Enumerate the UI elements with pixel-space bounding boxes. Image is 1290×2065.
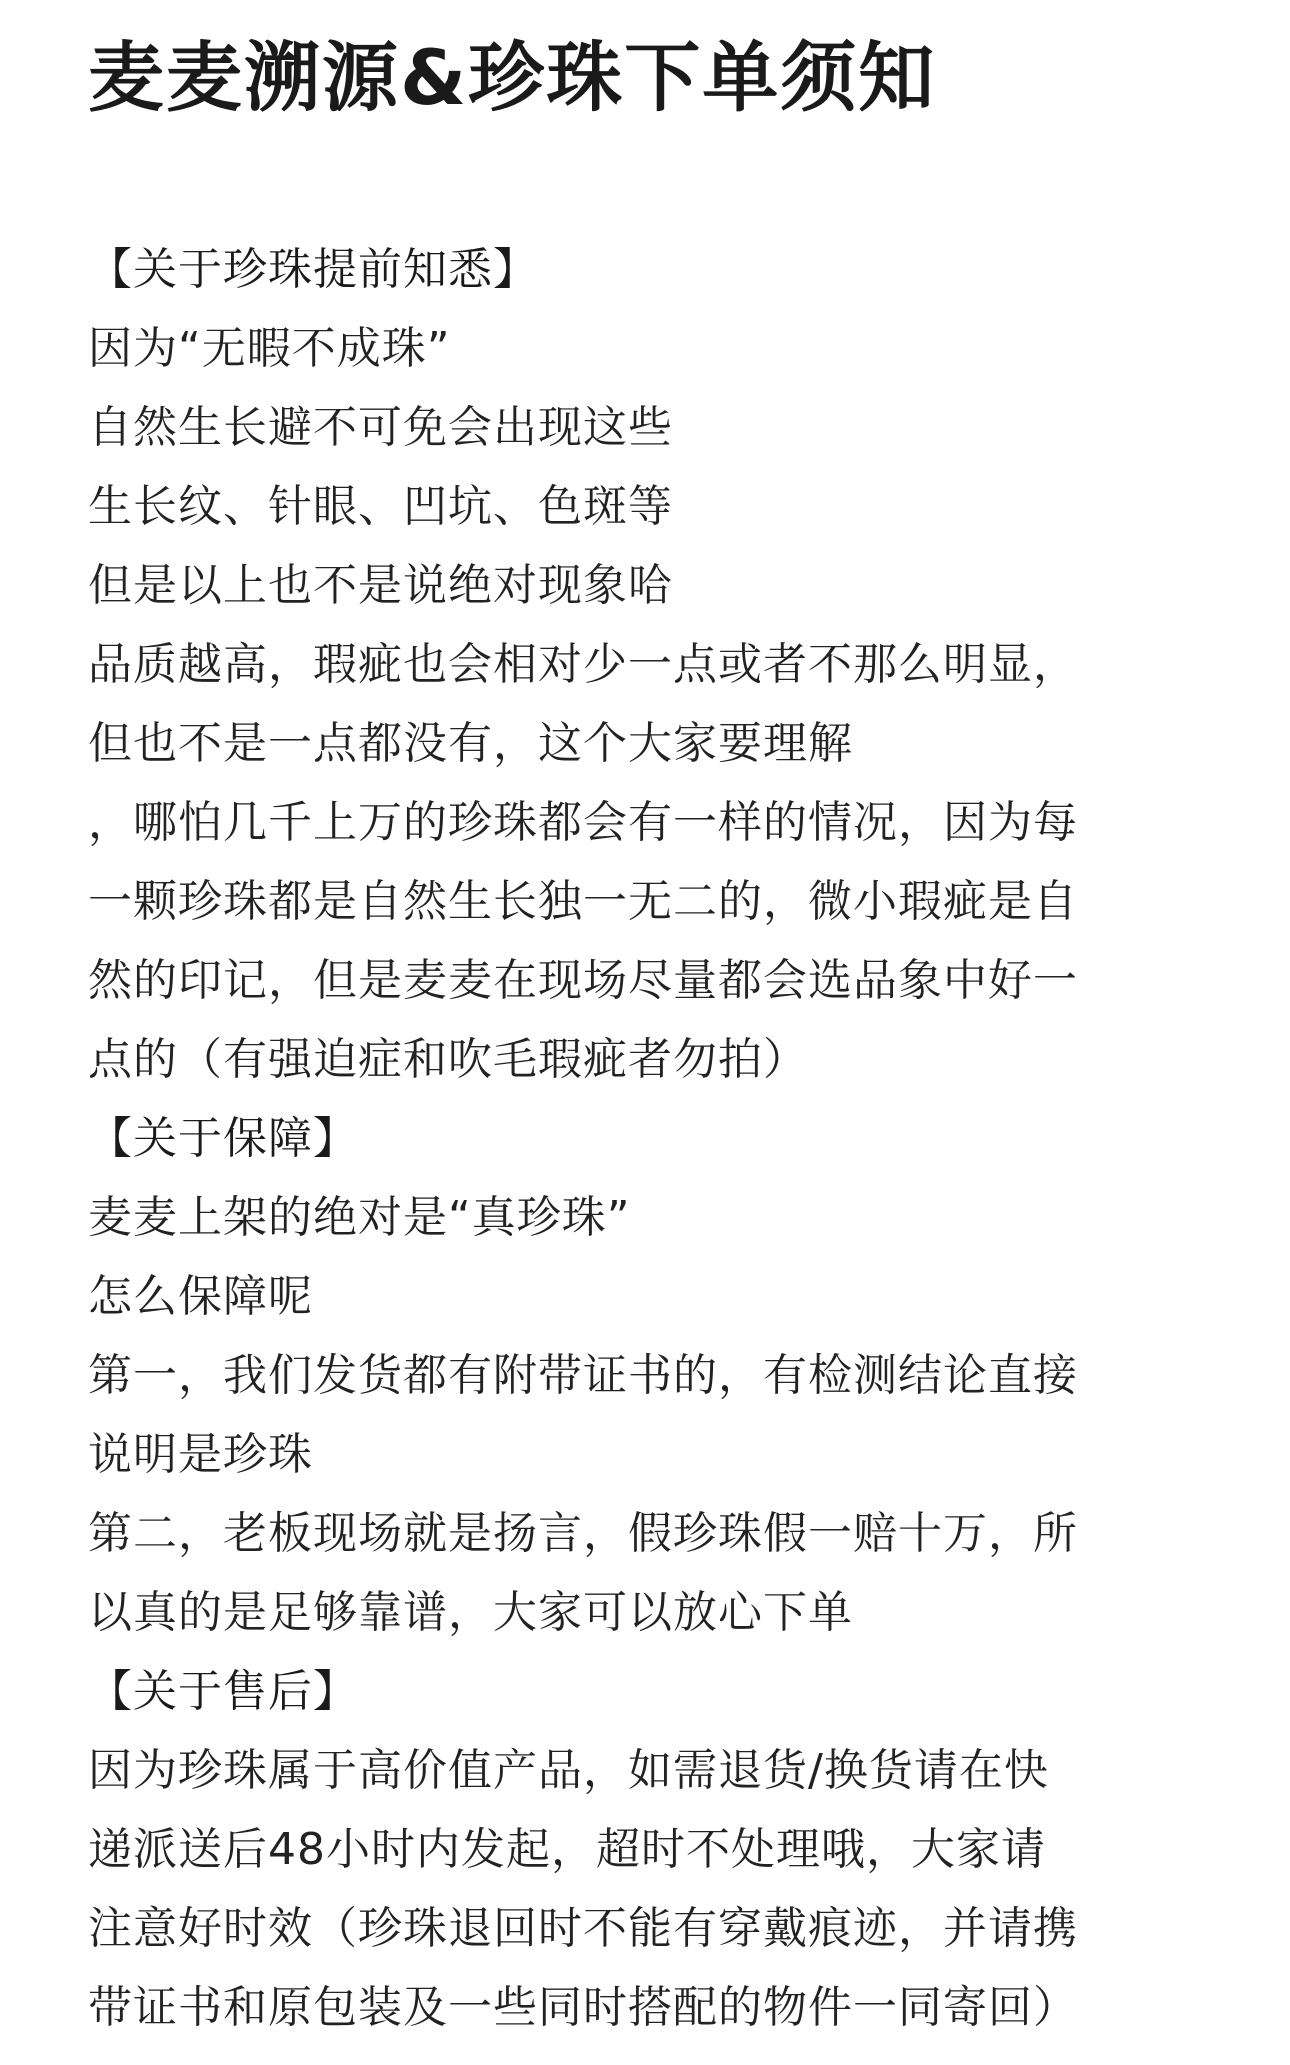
section-heading-guarantee: 【关于保障】	[88, 1113, 358, 1164]
text-line: ，哪怕几千上万的珍珠都会有一样的情况，因为每	[88, 797, 1078, 848]
text-line: 但也不是一点都没有，这个大家要理解	[88, 718, 853, 769]
section-heading-pearl-notice: 【关于珍珠提前知悉】	[88, 244, 538, 295]
text-line: 带证书和原包装及一些同时搭配的物件一同寄回）	[88, 1982, 1078, 2033]
text-line: 麦麦上架的绝对是“真珍珠”	[88, 1192, 631, 1243]
section-heading-after-sales: 【关于售后】	[88, 1666, 358, 1717]
text-line: 自然生长避不可免会出现这些	[88, 402, 673, 453]
notice-body	[88, 230, 1228, 2047]
text-line: 注意好时效（珍珠退回时不能有穿戴痕迹，并请携	[88, 1903, 1078, 1954]
text-line: 但是以上也不是说绝对现象哈	[88, 560, 673, 611]
text-line: 生长纹、针眼、凹坑、色斑等	[88, 481, 673, 532]
text-line: 以真的是足够靠谱，大家可以放心下单	[88, 1587, 853, 1638]
text-line: 因为珍珠属于高价值产品，如需退货/换货请在快	[88, 1745, 1049, 1796]
text-line: 品质越高，瑕疵也会相对少一点或者不那么明显，	[88, 639, 1078, 690]
text-line: 怎么保障呢	[88, 1271, 313, 1322]
text-line: 点的（有强迫症和吹毛瑕疵者勿拍）	[88, 1034, 808, 1085]
text-line: 第二，老板现场就是扬言，假珍珠假一赔十万，所	[88, 1508, 1078, 1559]
text-line: 一颗珍珠都是自然生长独一无二的，微小瑕疵是自	[88, 876, 1078, 927]
text-line: 说明是珍珠	[88, 1429, 313, 1480]
page-title: 麦麦溯源&珍珠下单须知	[88, 33, 937, 122]
text-line: 第一，我们发货都有附带证书的，有检测结论直接	[88, 1350, 1078, 1401]
text-line: 递派送后48小时内发起，超时不处理哦，大家请	[88, 1824, 1046, 1875]
text-line: 因为“无暇不成珠”	[88, 323, 451, 374]
text-line: 然的印记，但是麦麦在现场尽量都会选品象中好一	[88, 955, 1078, 1006]
